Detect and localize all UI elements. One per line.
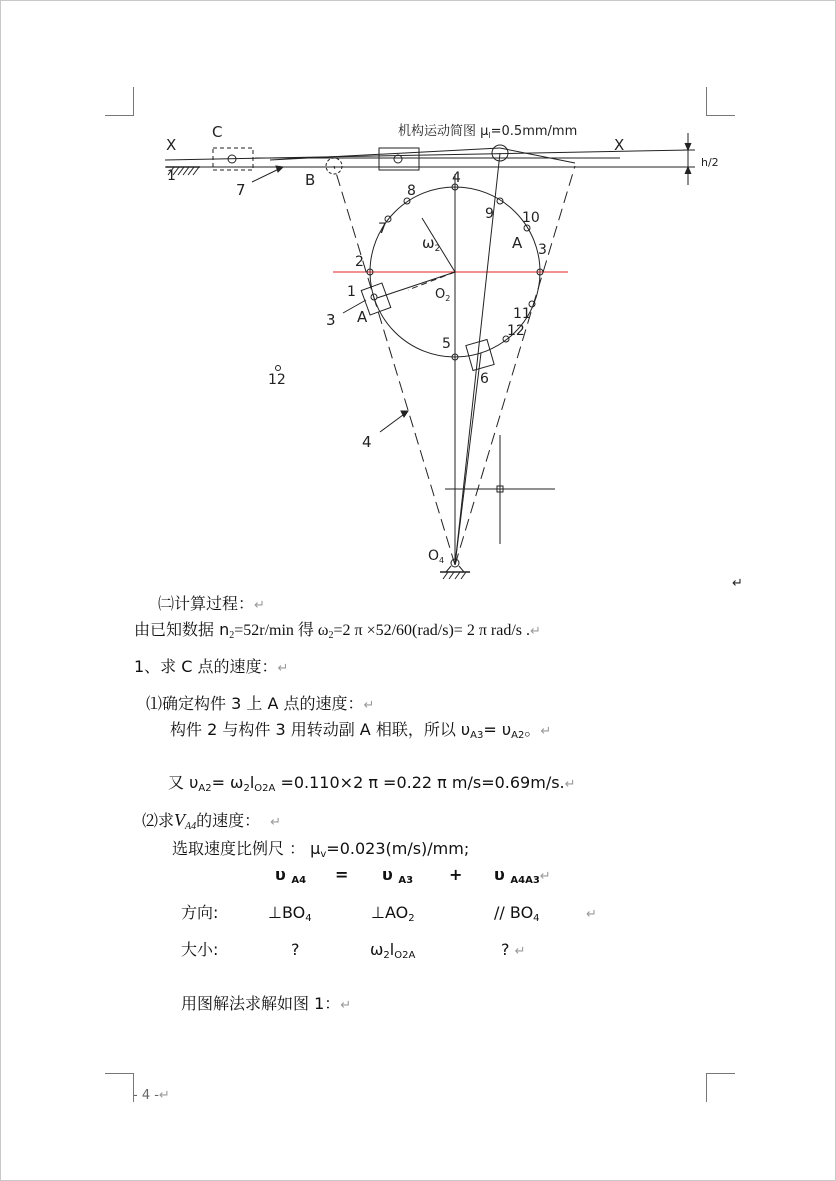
direction-return: ↵ (586, 907, 597, 922)
slider-block-bottom (466, 339, 494, 370)
label-o4: $O_4$ (428, 548, 445, 565)
sub1-text: 构件 2 与构件 3 用转动副 A 相联，所以 $\upsilon_{A3}= \upsilon_{A2}$。↵ (170, 720, 552, 741)
label-x-left: X (166, 136, 177, 154)
label-a-upper: A (512, 234, 523, 252)
label-link-3: 3 (326, 311, 336, 329)
rocker-line-3 (455, 353, 481, 565)
label-pos-6: 6 (480, 371, 489, 387)
scale-line: 选取速度比例尺 ： $\mu_v=0.023(m/s)/mm$; (172, 839, 470, 860)
vec-eq-equals: = (335, 865, 349, 884)
label-pos-1: 1 (347, 284, 356, 300)
h-half-label: h/2 (701, 156, 719, 169)
vec-eq-left: υ $_{A4}$ (275, 865, 307, 886)
ground-o4-left-leg (446, 566, 451, 572)
ground-o4-right-leg (459, 566, 464, 572)
label-link-4: 4 (362, 433, 372, 451)
direction-1: $\perp BO_4$ (268, 903, 312, 924)
label-pos-9: 9 (485, 206, 494, 222)
rocker-dashed-right (455, 166, 575, 565)
sub1-title: ⑴确定构件 3 上 A 点的速度：↵ (146, 694, 375, 713)
label-b: B (305, 171, 316, 189)
crop-mark-bottom-right (706, 1073, 735, 1102)
size-3: ? ↵ (501, 940, 526, 959)
label-pos-5: 5 (442, 336, 451, 352)
label-omega: $\omega_2$ (422, 234, 441, 254)
slider-path-arc-right (500, 148, 575, 163)
page-number: - 4 -↵ (133, 1088, 170, 1103)
direction-3: // $BO_4$ (494, 903, 540, 924)
label-a-lower: A (357, 308, 368, 326)
size-label: 大小: (181, 940, 219, 959)
vec-eq-mid: υ $_{A3}$ (382, 865, 414, 886)
section-heading: ㈡计算过程：↵ (158, 594, 265, 613)
return-mark-diagram: ↵ (732, 576, 743, 591)
direction-label: 方向: (181, 903, 219, 922)
label-pos-7: 7 (378, 221, 387, 237)
size-1: ? (291, 940, 300, 959)
label-pos-11: 11 (513, 306, 531, 322)
rocker-dashed-left (334, 166, 455, 565)
ground-hatch-o4 (443, 572, 466, 579)
closing-line: 用图解法求解如图 1：↵ (181, 994, 352, 1013)
h-arrow-top (685, 143, 691, 150)
vec-eq-right: υ $_{A4A3}$↵ (494, 865, 551, 886)
crop-mark-bottom-left (105, 1073, 134, 1102)
given-data-line: 由已知数据 $n_2=52r/\min$ 得 $\omega_2=2$ π ×52/60(rad/s)= 2 π rad/s .↵ (134, 620, 541, 641)
label-pos-4: 4 (452, 170, 461, 186)
label-pos-12-outside: 12 (268, 372, 286, 388)
label-pos-12: 12 (507, 323, 525, 339)
point-12-outside (276, 366, 281, 371)
label-pos-3: 3 (538, 242, 547, 258)
h-arrow-bottom (685, 167, 691, 174)
leader-7-arrow (276, 166, 283, 172)
sub2-title: ⑵求$V_{A4}$的速度： ↵ (142, 810, 282, 832)
step1-title: 1、求 C 点的速度：↵ (134, 657, 289, 676)
direction-2: $\perp AO_2$ (371, 903, 415, 924)
label-c: C (212, 123, 223, 141)
diagram-title: 机构运动简图 $\mu_l=0.5mm/mm$ (398, 124, 578, 140)
label-pos-10: 10 (522, 210, 540, 226)
vec-eq-plus: + (449, 865, 463, 884)
label-pos-8: 8 (407, 183, 416, 199)
label-7: 7 (236, 181, 246, 199)
slider-solid-pin (394, 155, 402, 163)
velocity-formula: 又 $\upsilon_{A2}= \omega_2l_{O2A} =0.110\times 2$ π =0.22 π m/s=0.69m/s.↵ (168, 773, 576, 794)
label-ground-1: 1 (167, 168, 176, 184)
label-pos-2: 2 (355, 254, 364, 270)
label-x-right: X (614, 136, 625, 154)
label-o2: $O_2$ (435, 287, 451, 303)
size-2: $\omega_2l_{O2A}$ (370, 940, 416, 961)
